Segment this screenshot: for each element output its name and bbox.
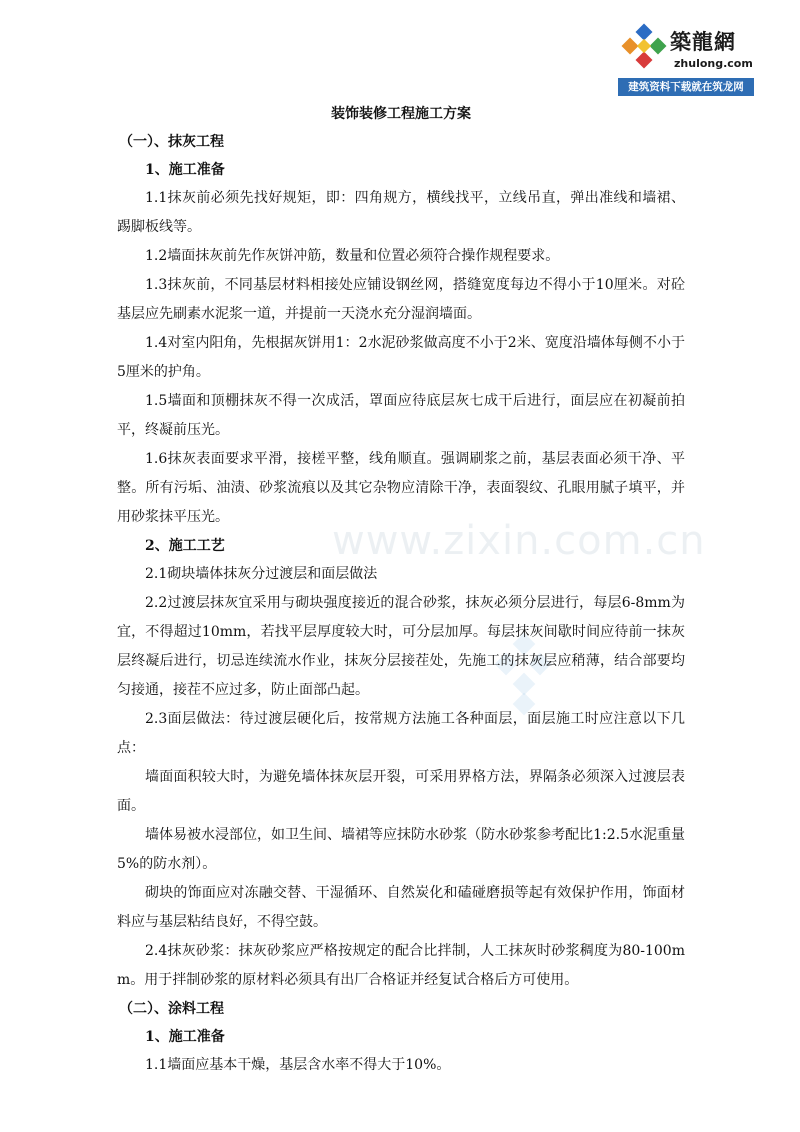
document-body [117,100,685,1080]
logo-brand-name: 築龍網 [670,29,736,54]
section-heading-coating: （二）、涂料工程 [119,1001,224,1017]
paragraph: 2.4抹灰砂浆：抹灰砂浆应严格按规定的配合比拌制，人工抹灰时砂浆稠度为80-100mm。用于拌制砂浆的原材料必须具有出厂合格证并经复试合格后方可使用。 [117,943,685,988]
logo-domain: zhulong.com [674,57,753,70]
paragraph: 1.6抹灰表面要求平滑，接槎平整，线角顺直。强调刷浆之前，基层表面必须干净、平整。所有污垢、油渍、砂浆流痕以及其它杂物应清除干净，表面裂纹、孔眼用腻子填平，并用砂浆抹平压光。 [117,451,685,525]
paragraph: 墙体易被水浸部位，如卫生间、墙裙等应抹防水砂浆（防水砂浆参考配比1:2.5水泥重量5%的防水剂）。 [117,827,685,872]
paragraph: 2.3面层做法：待过渡层硬化后，按常规方法施工各种面层，面层施工时应注意以下几点： [117,711,685,756]
paragraph: 1.5墙面和顶棚抹灰不得一次成活，罩面应待底层灰七成干后进行，面层应在初凝前拍平，终凝前压光。 [117,393,685,438]
document-title: 装饰装修工程施工方案 [331,106,471,122]
paragraph: 1.2墙面抹灰前先作灰饼冲筋，数量和位置必须符合操作规程要求。 [145,248,560,264]
subheading-preparation: 1、施工准备 [145,162,225,178]
zhulong-snowflake-icon [618,22,670,78]
logo-slogan: 建筑资料下载就在筑龙网 [618,78,754,96]
paragraph: 2.2过渡层抹灰宜采用与砌块强度接近的混合砂浆，抹灰必须分层进行，每层6-8mm为宜，不得超过10mm，若找平层厚度较大时，可分层加厚。每层抹灰间歇时间应待前一抹灰层终凝后进行，切忌连续流水作业，抹灰分层接茬处，先施工的抹灰层应稍薄，结合部要均匀接通，接茬不应过多，防止面部凸起。 [117,595,685,698]
paragraph: 砌块的饰面应对冻融交替、干湿循环、自然炭化和磕碰磨损等起有效保护作用，饰面材料应与基层粘结良好，不得空鼓。 [117,885,685,930]
paragraph: 2.1砌块墙体抹灰分过渡层和面层做法 [145,566,378,582]
subheading-process: 2、施工工艺 [145,538,225,554]
zhulong-logo [618,22,754,96]
paragraph: 1.4对室内阳角，先根据灰饼用1：2水泥砂浆做高度不小于2米、宽度沿墙体每侧不小于5厘米的护角。 [117,335,685,380]
section-heading-plastering: （一）、抹灰工程 [119,134,224,150]
paragraph: 墙面面积较大时，为避免墙体抹灰层开裂，可采用界格方法，界隔条必须深入过渡层表面。 [117,769,685,814]
paragraph: 1.3抹灰前，不同基层材料相接处应铺设钢丝网，搭缝宽度每边不得小于10厘米。对砼基层应先刷素水泥浆一道，并提前一天浇水充分湿润墙面。 [117,277,685,322]
paragraph: 1.1抹灰前必须先找好规矩，即：四角规方，横线找平，立线吊直，弹出准线和墙裙、踢脚板线等。 [117,190,685,235]
paragraph: 1.1墙面应基本干燥，基层含水率不得大于10%。 [145,1057,451,1073]
watermark: www.zixin.com.cn [332,518,706,564]
subheading-preparation-coating: 1、施工准备 [145,1029,225,1045]
